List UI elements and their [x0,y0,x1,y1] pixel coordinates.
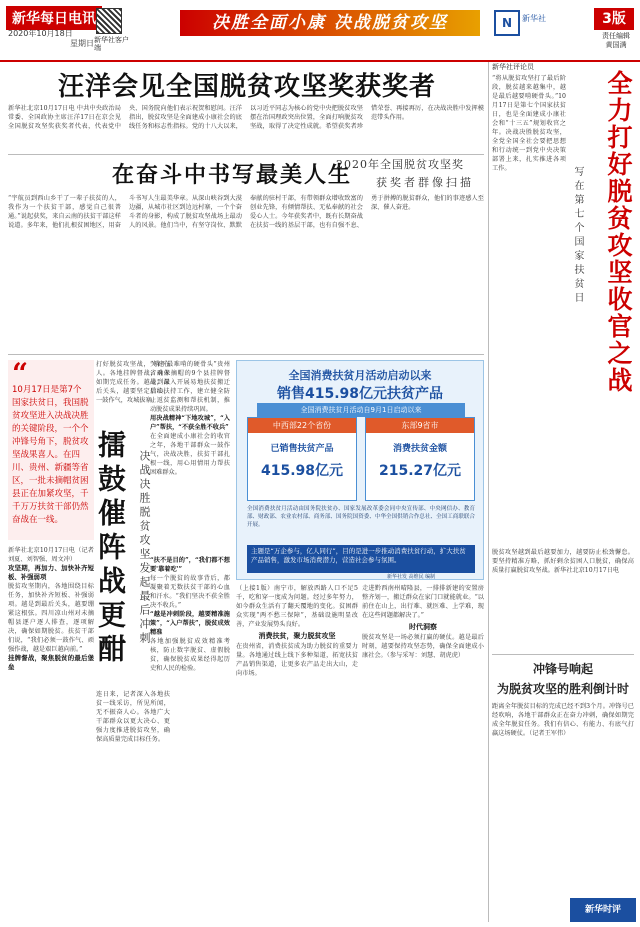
column4 [236,584,358,920]
responsible-editor: 责任编辑 黄国满 [602,32,630,50]
quote-box [8,357,94,540]
column5-body: 走进黔西南州晴隆县，一排排新建的安置房整齐划一，搬迁群众在家门口就能就业。“以前住在山上，出行难、就医难、上学难，现在这些问题都解决了。” [362,585,484,619]
xinhua-comment-body: 距离全年脱贫目标的完成已经不到3个月。冲锋号已经吹响，各地干部群众正在奋力冲刺，确保如期完成全年脱贫任务。我们有信心、有能力、有底气打赢这场硬仗。（记者王军伟） [492,703,634,737]
article3-body-bottom: 连日来，记者深入各地扶贫一线采访，所见所闻，无不振奋人心。各地广大干部群众以更大决心、更强力度推进脱贫攻坚，确保高质量完成目标任务。 [96,691,170,743]
quote-text: 10月17日是第7个国家扶贫日，我国脱贫攻坚进入决战决胜的关键阶段，一个个冲锋号角下，脱贫攻坚战果喜人。在四川、贵州、新疆等省区，一批未摘帽贫困县正在加紧攻坚，千千万万扶贫干部仍然奋战在一线。 [12,385,89,525]
left-byline: 新华社北京10月17日电（记者刘夏、刘智强、周文冲） [8,547,94,563]
infographic-subtitle: 全国消费扶贫月活动自9月1日启动以来 [257,403,465,417]
commentary-subtitle: 写在第七个国家扶贫日 [572,166,583,306]
xinhua-commentary-logo: 新华时评 [570,898,636,922]
newspaper-brand: 新华每日电讯 [6,6,102,30]
qr-code-icon [96,8,122,34]
column4-subhead: 消费扶贫，聚力脱贫攻坚 [258,631,336,640]
logo-label: 新华社 [522,14,546,23]
stat-right-head: 东部9省市 [366,418,474,433]
xinhua-comment-headline-2: 为脱贫攻坚的胜利倒计时 [496,682,629,696]
vertical-divider [488,62,489,922]
article3-body-top: 打好脱贫攻坚战，关键在人。各地挂牌督战，确保如期完成任务。越是到最后关头，越要坚定信心，一鼓作气，攻城拔寨。 [96,361,170,404]
article2-body: “宇航员到西山乡干了一辈子扶贫的人，我作为一个扶贫干部，感觉自己很普通。”说起获奖，来自云南的扶贫干部这样说道。多年来，他们扎根贫困地区，用奋斗书写人生最美华章。从深山峡谷到大漠边疆，从城市社区到边远村寨，一个个奋斗者的身影，构成了脱贫攻坚战场上最动人的风景。他们当中，有坚守岗位、默默奉献的驻村干部，有带领群众增收致富的创业先锋，有倾情帮扶、无私奉献的社会爱心人士。今年获奖者中，既有长期奋战在扶贫一线的基层干部，也有自强不息、勇于拼搏的脱贫群众，他们的事迹感人至深、催人奋进。 [8,195,484,229]
column4-body2: 在贵州省，消费扶贫成为助力脱贫的重要力量。各地通过线上线下多种渠道，拓宽扶贫产品销售渠道，让更多农产品走出大山，走向市场。 [236,643,358,677]
divider [8,154,484,155]
issue-weekday: 星期日 [70,39,94,48]
infographic-credit: 新华社发 高维民 编制 [387,574,436,580]
article3-subtitle: 决战决胜脱贫攻坚发起最后冲刺 [138,450,151,646]
column3-subhead-2: “扶不是目的”，“我们都不想要'靠着吃'” [150,557,230,573]
commentary-body: “将从脱贫攻坚打了最后阶段，脱贫越来越集中，越是最后越要啃硬骨头。”10月17日是第七个国家扶贫日，也是全面建成小康社会和“十三五”规划收官之年。决战决胜脱贫攻坚，全党全国全社会要把思想和行动统一到党中央决策部署上来，扎实推进各项工作。 [492,75,566,172]
column5-subhead: 时代洞察 [409,622,437,631]
consumption-poverty-infographic [236,360,484,580]
column3-bottom [150,556,230,920]
column3-subhead-1: 用决战精神“下地攻城”，“入户”帮扶，“不获全胜不收兵” [150,415,230,431]
left-subhead-2: 挂牌督战，聚焦脱贫的最后堡垒 [8,654,94,671]
stat-east [365,417,475,501]
main-headline: 汪洋会见全国脱贫攻坚奖获奖者 [58,72,437,102]
article1-lead: 新华社北京10月17日电 中共中央政治局常委、全国政协主席汪洋17日在京会见全国脱贫攻坚奖获奖者代表，代表党中央、国务院向他们表示祝贺和慰问。汪洋指出，脱贫攻坚是全面建成小康社会的底线任务和标志性指标。党的十八大以来，以习近平同志为核心的党中央把脱贫攻坚摆在治国理政突出位置，全面打响脱贫攻坚战，取得了决定性成就。希望获奖者珍惜荣誉、再接再厉，在决战决胜中发挥模范带头作用。 [8,105,484,130]
xinhua-logo-icon: N [494,10,520,36]
divider [8,354,484,355]
left-column [8,546,94,920]
column3-subhead-3: “越是冲刺阶段，越要精准施策”，“入户帮扶”，脱贫成效精准 [150,611,230,636]
column3-top [150,360,230,550]
xinhua-comment-headline-1: 冲锋号响起 [532,662,593,676]
banner-slogan: 决胜全面小康 决战脱贫攻坚 [180,10,480,36]
qr-label: 新华社客户端 [94,36,129,53]
infographic-theme: 主题是“万企参与，亿人同行”，目的是进一步推动消费扶贫行动，扩大扶贫产品销售，激发市场消费潜力，营造社会参与氛围。 [247,545,475,573]
infographic-title-2: 销售415.98亿元扶贫产品 [276,386,444,402]
article3-headline: 擂鼓催阵战更酣 [94,430,127,668]
article2-headline: 在奋斗中书写最美人生 [112,162,353,188]
column3-tail-text: 各地加强脱贫成效精准考核，防止数字脱贫、虚假脱贫，确保脱贫成果经得起历史和人民的检验。 [150,638,230,672]
quote-mark-icon: “ [12,357,29,390]
column5 [362,584,484,920]
column3-top-text: “啃下最难啃的硬骨头”贵州省对未摘帽的9个县挂牌督战，深入开展易地扶贫搬迁后续扶持工作，建立健全防止返贫监测和帮扶机制，推动脱贫成果持续巩固。 [150,361,230,413]
commentary-label: 新华社评论员 [492,63,534,71]
stat-right-label: 消费扶贫金额 [392,444,447,454]
infographic-body: 全国消费扶贫月活动由国务院扶贫办、国家发展改革委会同中央宣传部、中央网信办、教育部、财政部、农业农村部、商务部、国务院国资委、中华全国供销合作总社、全国工商联联合开展。 [247,506,475,528]
column3-bottom-text: 每一个脱贫的故事背后，都凝聚着无数扶贫干部的心血和汗水。“我们坚决不获全胜决不收兵。” [150,575,230,609]
divider [492,654,634,655]
stat-right-value: 215.27亿元 [378,463,462,479]
stat-left-value: 415.98亿元 [260,463,344,479]
left-body: 脱贫攻坚期内，各地围绕目标任务，加快补齐短板、补强弱项。越是到最后关头，越要绷紧这根弦。四川凉山州对未摘帽县逐户逐人排查，逐项解决，确保如期脱贫。扶贫干部们说，“我们必须一鼓作气、顽强作战，越是艰巨越向前。” [8,583,94,653]
article2-subtitle-1: 2020年全国脱贫攻坚奖 [336,158,464,171]
stat-left-head: 中西部22个省份 [248,418,356,433]
masthead [0,0,640,62]
commentary-body-bottom: 脱贫攻坚越到最后越要加力，越要防止松劲懈怠。要坚持精准方略，抓好剩余贫困人口脱贫，确保高质量打赢脱贫攻坚战。新华社北京10月17日电 [492,549,634,574]
left-subhead-1: 攻坚期，再加力、加快补齐短板、补强弱项 [8,564,94,581]
stat-central-west [247,417,357,501]
column5-body2: 脱贫攻坚是一场必须打赢的硬仗。越是最后时刻，越要保持攻坚态势，确保全面建成小康社会。（参与采写：刘慧、胡虎虎） [362,634,484,659]
commentary-headline: 全力打好脱贫攻坚收官之战 [604,70,633,394]
page-number: 3版 [594,8,634,30]
issue-date: 2020年10月18日 [8,29,73,38]
column4-body: （上接1版）南宁市，解放西路人口不足5千，吃和穿一度成为问题。经过多年努力，如今群众生活有了翻天覆地的变化。贫困群众实现“两不愁三保障”，基础设施明显改善，产业发展势头良好。 [236,585,358,628]
stat-left-label: 已销售扶贫产品 [270,444,334,454]
column3-mid-text: 在全面建成小康社会的收官之年，各地干部群众一鼓作气，决战决胜，扶贫干部扎根一线，用心用情用力帮扶困难群众。 [150,433,230,476]
article2-subtitle-2: 获奖者群像扫描 [376,176,474,189]
infographic-title-1: 全国消费扶贫月活动启动以来 [288,369,432,382]
